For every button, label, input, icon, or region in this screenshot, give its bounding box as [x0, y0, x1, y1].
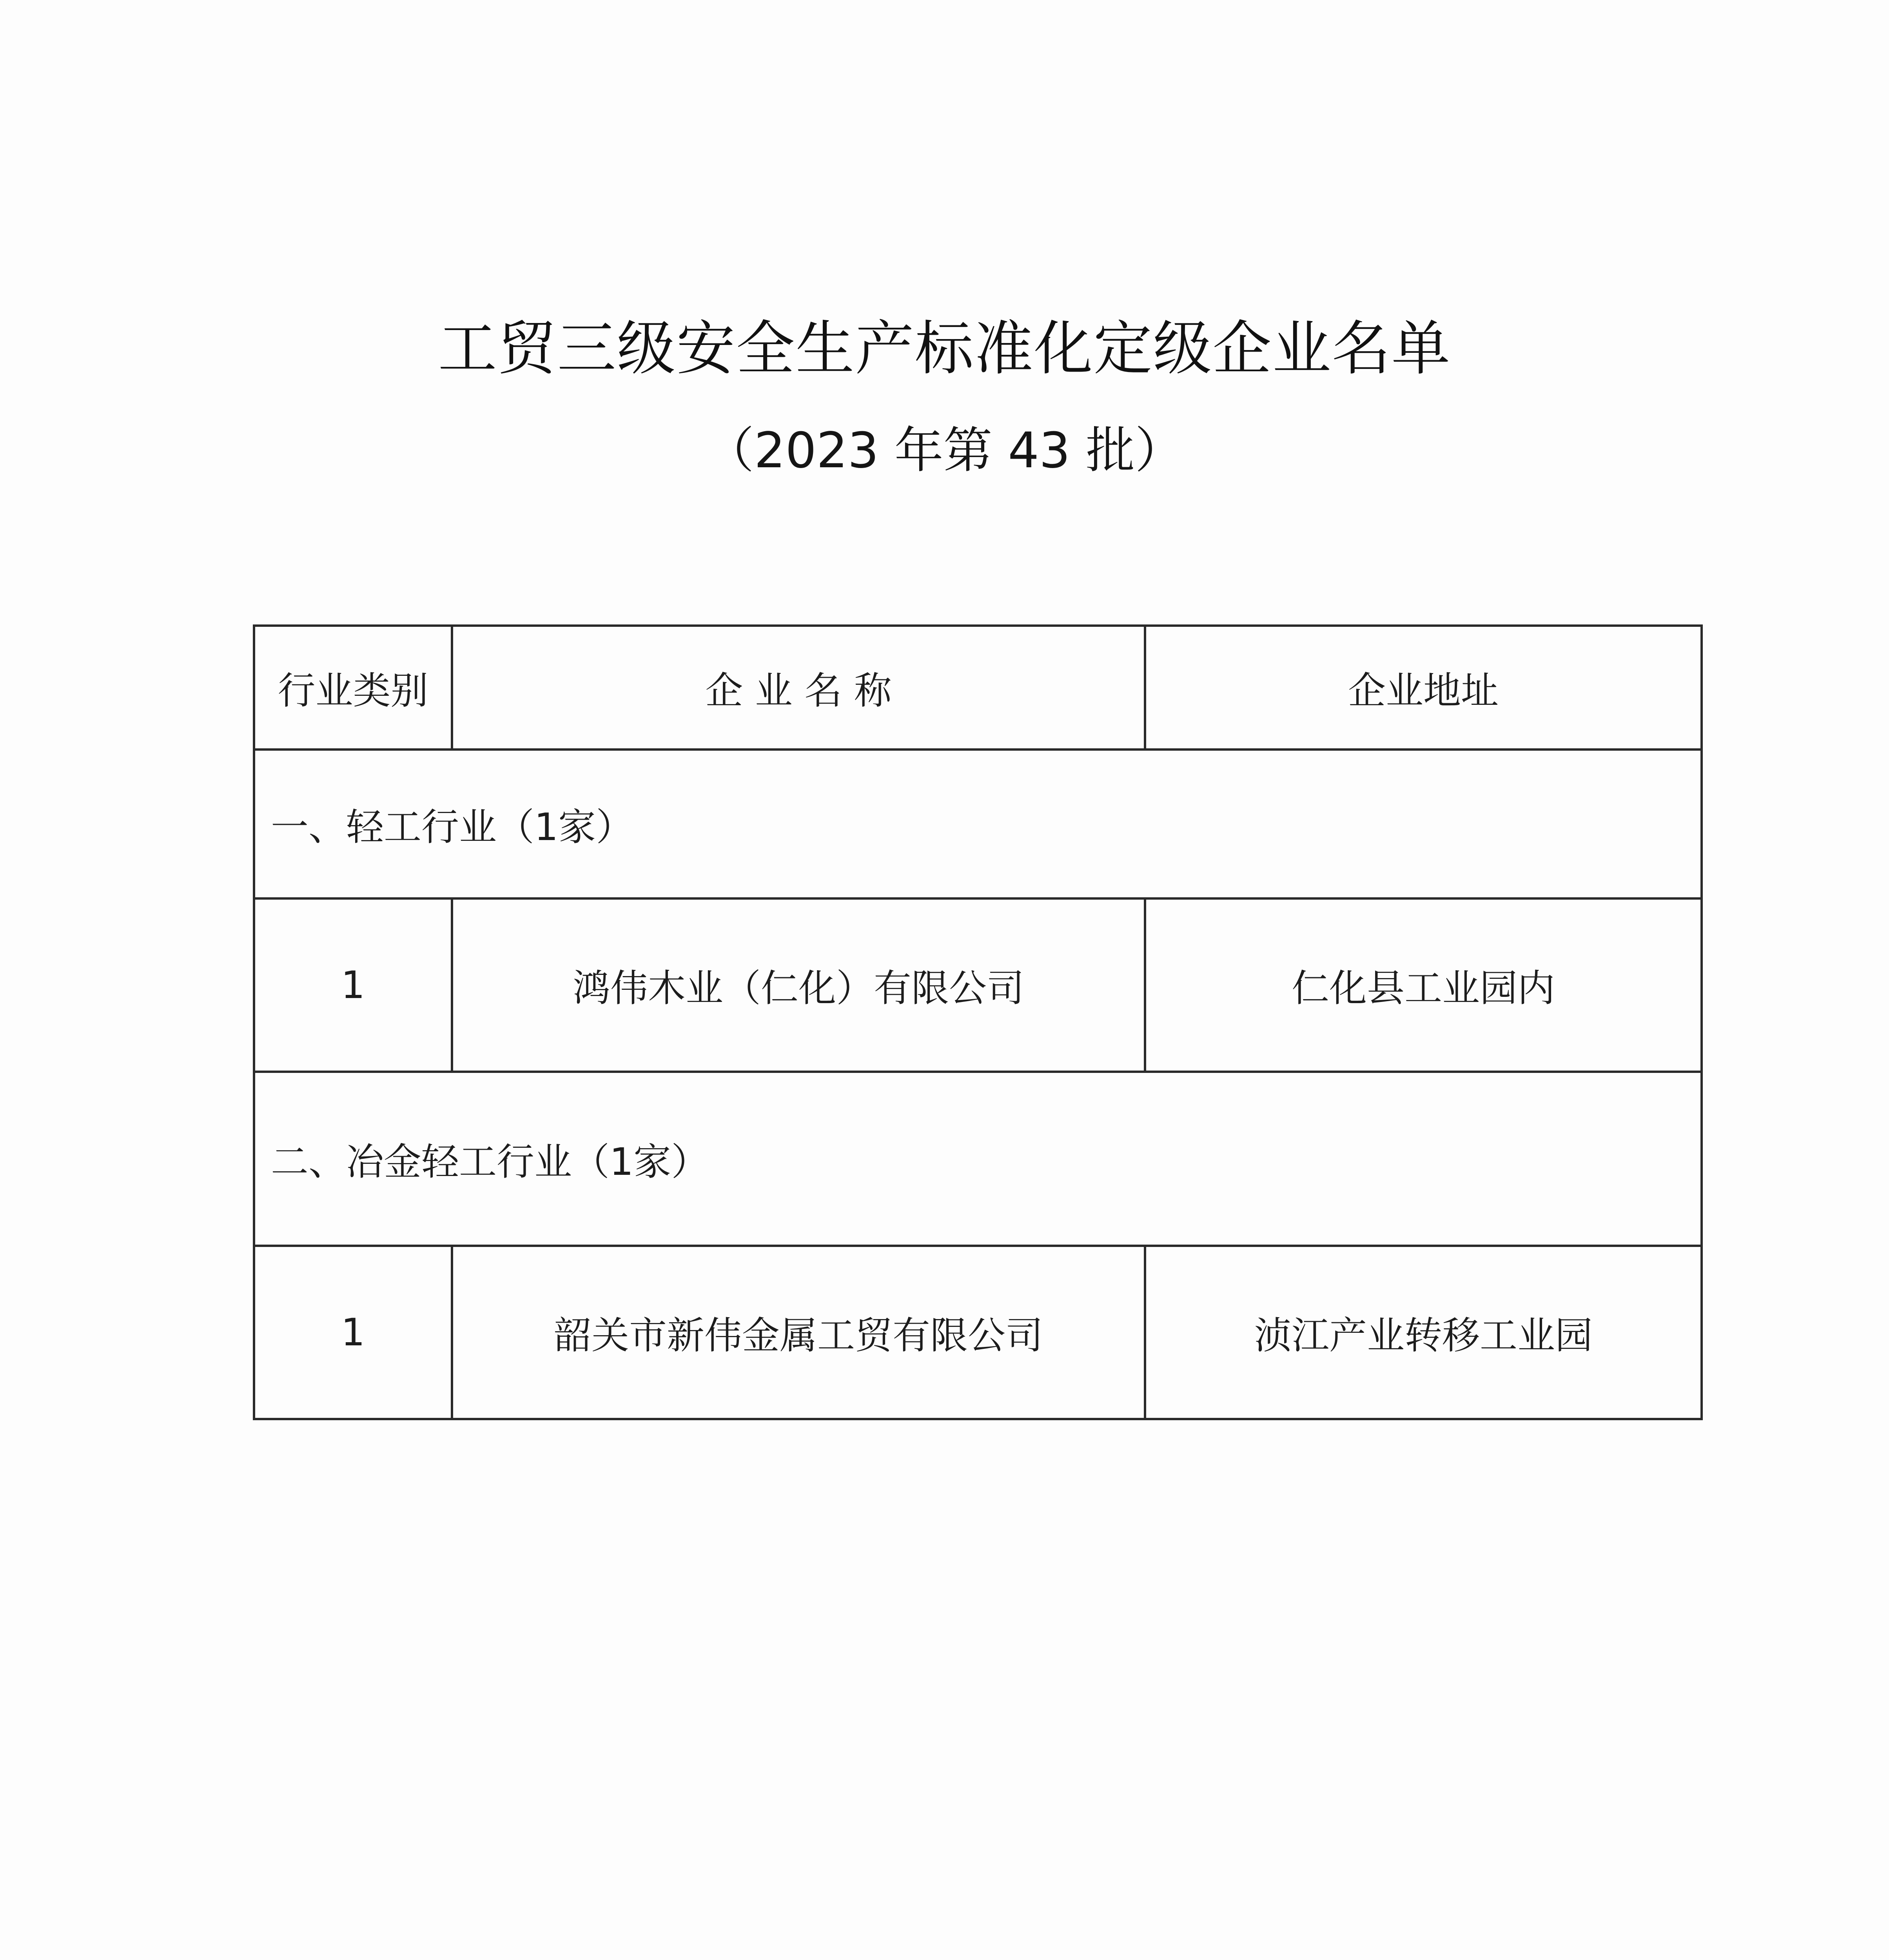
row-enterprise-address: 仁化县工业园内: [1145, 898, 1702, 1072]
category-label: 二、冶金轻工行业（1家）: [254, 1072, 1702, 1246]
row-enterprise-name: 韶关市新伟金属工贸有限公司: [452, 1246, 1145, 1419]
category-row: [254, 1072, 1702, 1246]
header-enterprise-address: 企业地址: [1145, 626, 1702, 750]
document-subtitle: （2023 年第 43 批）: [705, 422, 1184, 479]
category-label: 一、轻工行业（1家）: [254, 750, 1702, 898]
header-enterprise-name: 企 业 名 称: [452, 626, 1145, 750]
enterprise-table: [253, 624, 1703, 1420]
row-enterprise-name: 鸿伟木业（仁化）有限公司: [452, 898, 1145, 1072]
row-index: 1: [254, 1246, 452, 1419]
category-row: [254, 750, 1702, 898]
table-row: [254, 898, 1702, 1072]
table-row: [254, 1246, 1702, 1419]
header-industry-category: 行业类别: [254, 626, 452, 750]
row-enterprise-address: 浈江产业转移工业园: [1145, 1246, 1702, 1419]
table-header-row: [254, 626, 1702, 750]
document-title: 工贸三级安全生产标准化定级企业名单: [438, 315, 1451, 383]
row-index: 1: [254, 898, 452, 1072]
